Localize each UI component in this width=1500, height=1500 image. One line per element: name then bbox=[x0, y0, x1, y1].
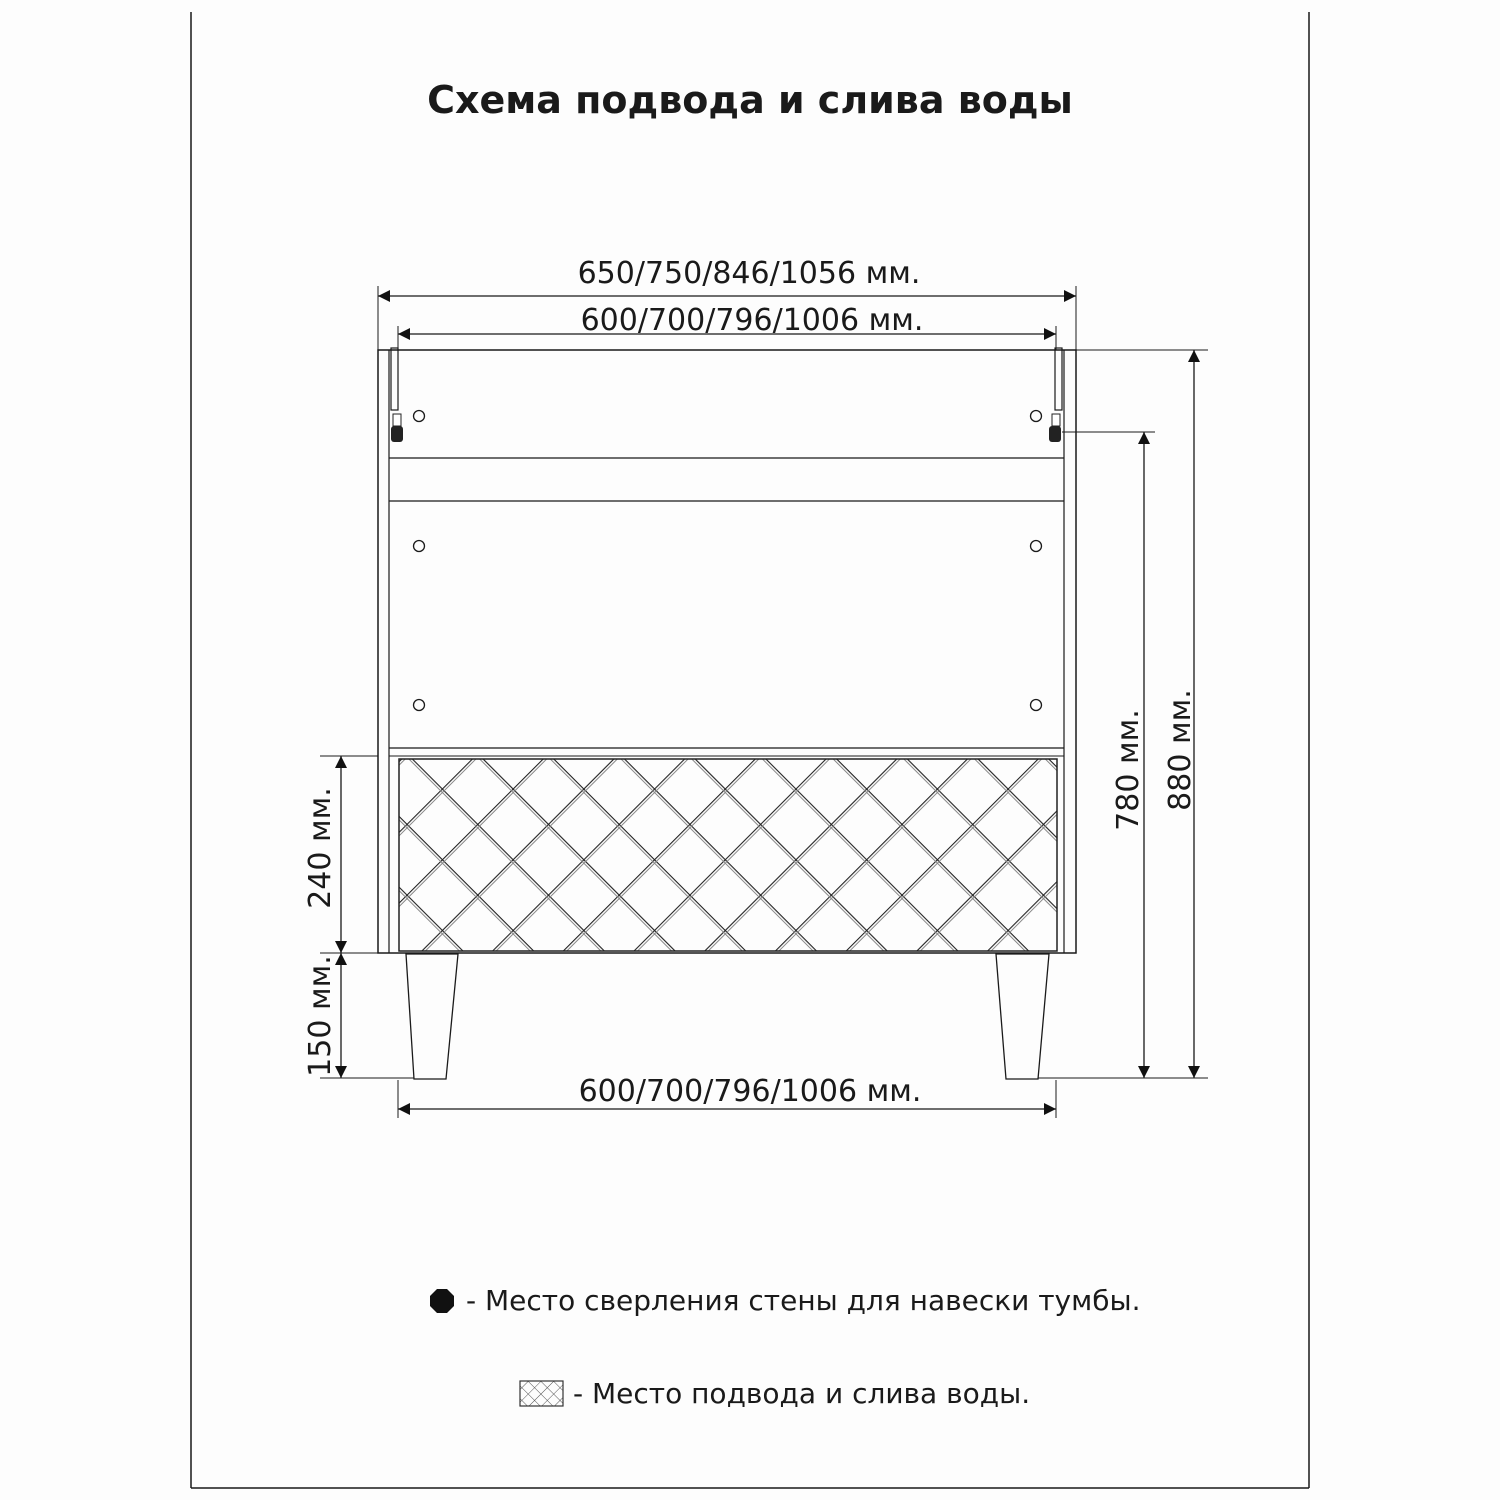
mounting-hole bbox=[1031, 541, 1042, 552]
dimension-height-zone bbox=[303, 756, 378, 953]
dimension-height-legs bbox=[303, 953, 414, 1078]
dimension-label: 150 мм. bbox=[303, 955, 338, 1077]
mounting-hole bbox=[414, 411, 425, 422]
dimension-label: 650/750/846/1056 мм. bbox=[577, 256, 921, 291]
cabinet-leg-left bbox=[406, 954, 458, 1079]
dimension-label: 240 мм. bbox=[303, 787, 338, 909]
dimension-label: 600/700/796/1006 мм. bbox=[580, 303, 924, 338]
dimension-bottom-width bbox=[398, 1074, 1056, 1118]
mounting-hole bbox=[1031, 411, 1042, 422]
dimension-label: 780 мм. bbox=[1111, 709, 1146, 831]
water-zone-icon bbox=[520, 1381, 563, 1406]
legend-drill-label: - Место сверления стены для навески тумбы. bbox=[466, 1284, 1141, 1317]
drill-point-icon bbox=[430, 1289, 454, 1313]
dimension-label: 880 мм. bbox=[1163, 689, 1198, 811]
diagram-title: Схема подвода и слива воды bbox=[427, 78, 1073, 122]
hanger-right bbox=[1049, 348, 1062, 442]
dimension-inner-width bbox=[398, 303, 1056, 350]
cabinet-leg-right bbox=[996, 954, 1049, 1079]
legend-item-drill bbox=[430, 1284, 1141, 1317]
mounting-hole bbox=[414, 541, 425, 552]
mounting-hole bbox=[414, 700, 425, 711]
legend bbox=[430, 1284, 1141, 1410]
legend-item-water-zone bbox=[520, 1377, 1030, 1410]
cabinet bbox=[378, 348, 1076, 1079]
mounting-hole bbox=[1031, 700, 1042, 711]
dimension-label: 600/700/796/1006 мм. bbox=[578, 1074, 922, 1109]
hanger-left bbox=[391, 348, 403, 442]
water-zone-hatch bbox=[399, 759, 1057, 951]
legend-zone-label: - Место подвода и слива воды. bbox=[573, 1377, 1031, 1410]
